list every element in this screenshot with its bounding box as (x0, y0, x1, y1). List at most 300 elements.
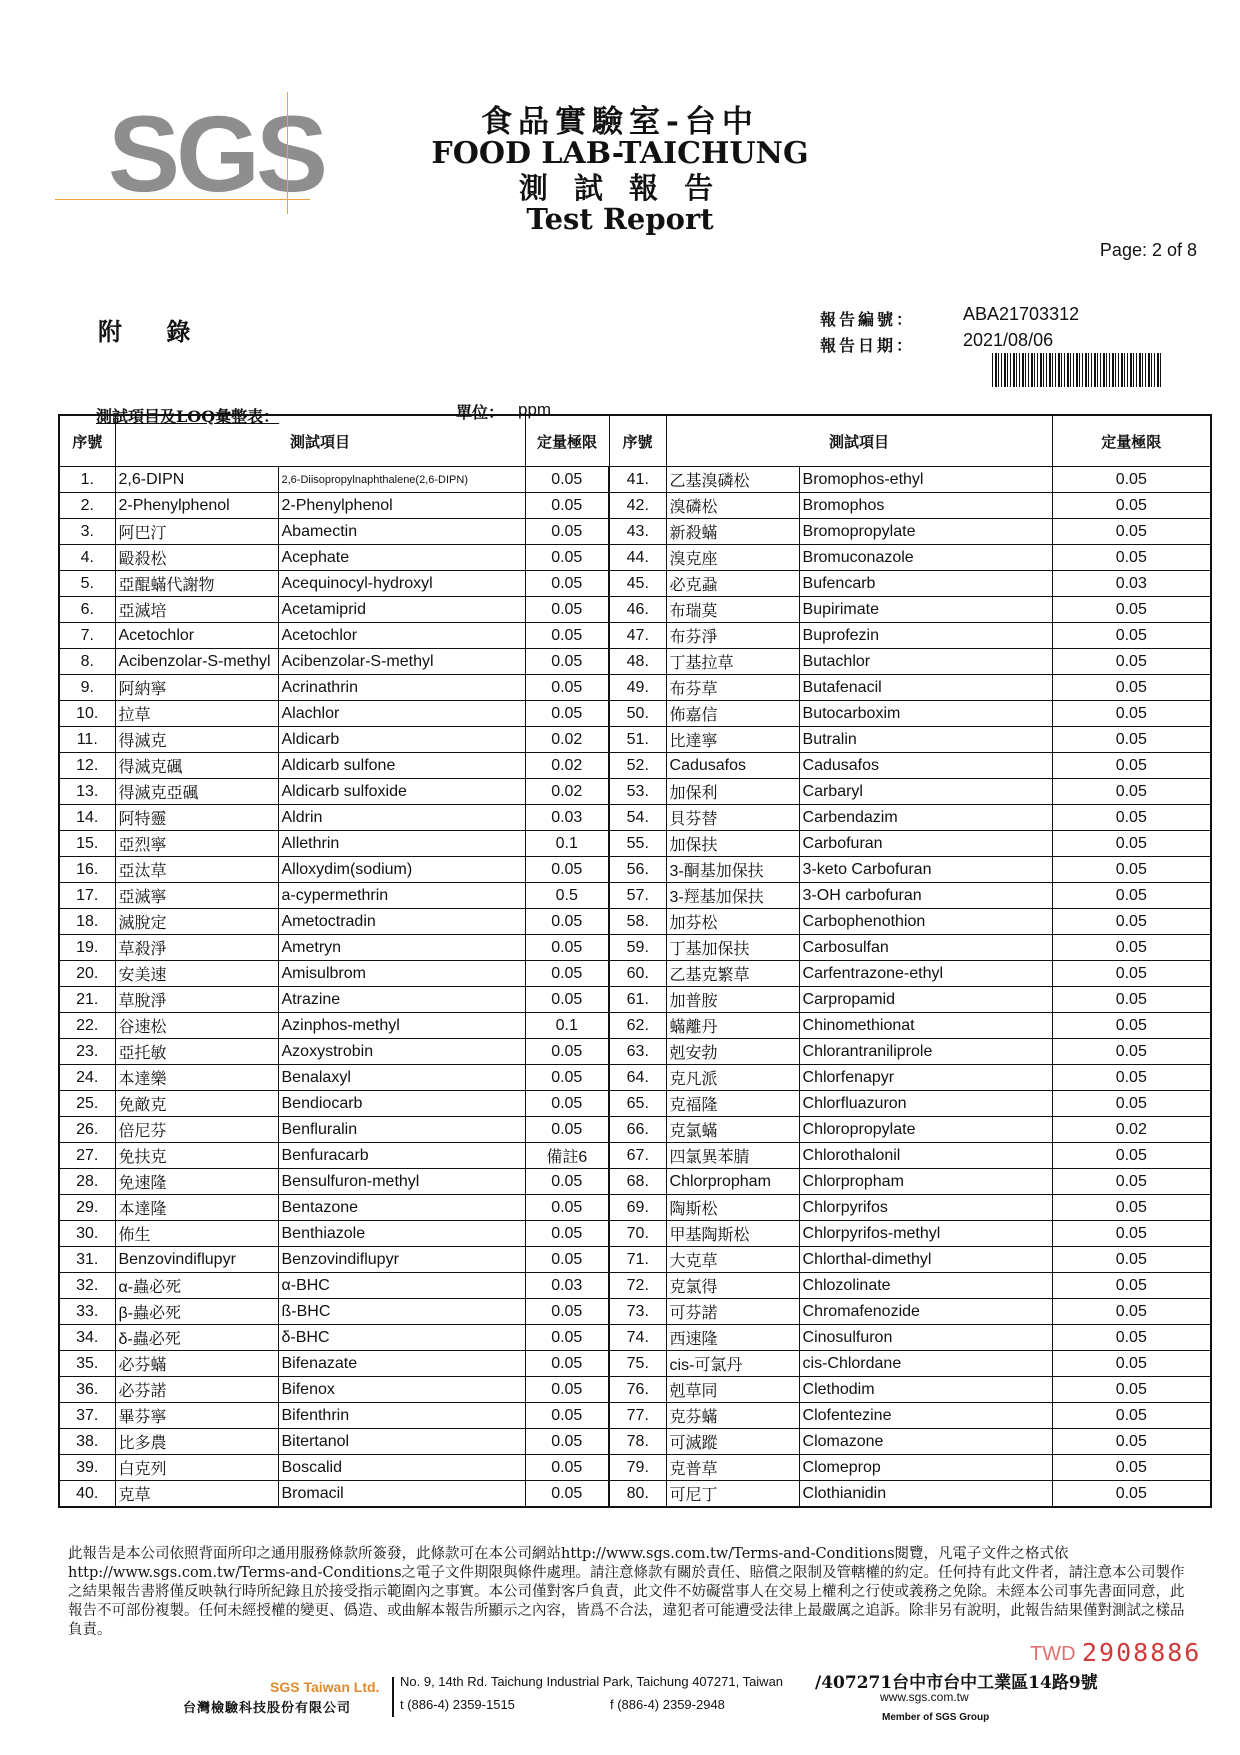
item-name-zh: 加芬松 (666, 909, 799, 935)
row-number: 58. (609, 909, 666, 935)
loq-value: 0.05 (525, 1351, 609, 1377)
page-number: Page: 2 of 8 (1099, 240, 1197, 260)
row-number: 36. (59, 1377, 115, 1403)
item-name-zh: 亞滅培 (115, 597, 278, 623)
loq-value: 0.05 (1052, 467, 1211, 493)
item-name-en: Bromopropylate (799, 519, 1052, 545)
item-name-en: Abamectin (278, 519, 525, 545)
item-name-en: a-cypermethrin (278, 883, 525, 909)
item-name-zh: 克普草 (666, 1455, 799, 1481)
row-number: 63. (609, 1039, 666, 1065)
item-name-en: Carpropamid (799, 987, 1052, 1013)
item-name-en: Benalaxyl (278, 1065, 525, 1091)
item-name-zh: Cadusafos (666, 753, 799, 779)
item-name-zh: 加普胺 (666, 987, 799, 1013)
item-name-en: Allethrin (278, 831, 525, 857)
item-name-zh: 草殺淨 (115, 935, 278, 961)
item-name-en: Aldicarb sulfoxide (278, 779, 525, 805)
item-name-en: Aldicarb (278, 727, 525, 753)
row-number: 73. (609, 1299, 666, 1325)
item-name-zh: 陶斯松 (666, 1195, 799, 1221)
item-name-zh: 得滅克碸 (115, 753, 278, 779)
loq-value: 0.05 (1052, 1273, 1211, 1299)
row-number: 29. (59, 1195, 115, 1221)
loq-value: 0.05 (1052, 597, 1211, 623)
item-name-en: Carfentrazone-ethyl (799, 961, 1052, 987)
item-name-zh: 亞烈寧 (115, 831, 278, 857)
item-name-en: Boscalid (278, 1455, 525, 1481)
loq-value: 0.05 (1052, 883, 1211, 909)
row-number: 43. (609, 519, 666, 545)
item-name-zh: 畢芬寧 (115, 1403, 278, 1429)
item-name-zh: 草脫淨 (115, 987, 278, 1013)
table-row (59, 1065, 1211, 1091)
loq-value: 0.05 (1052, 623, 1211, 649)
table-row (59, 1143, 1211, 1169)
item-name-zh: 2,6-DIPN (115, 467, 278, 493)
loq-value: 0.05 (1052, 1065, 1211, 1091)
table-row (59, 467, 1211, 493)
item-name-zh: 乙基克繁草 (666, 961, 799, 987)
table-row (59, 1247, 1211, 1273)
row-number: 77. (609, 1403, 666, 1429)
report-date: 2021/08/06 (963, 330, 1054, 350)
report-number: ABA21703312 (963, 304, 1080, 324)
report-number-label: 報告編號： (820, 310, 916, 329)
row-number: 33. (59, 1299, 115, 1325)
row-number: 79. (609, 1455, 666, 1481)
item-name-en: Carbophenothion (799, 909, 1052, 935)
item-name-en: Acrinathrin (278, 675, 525, 701)
item-name-zh: 可尼丁 (666, 1481, 799, 1508)
row-number: 64. (609, 1065, 666, 1091)
loq-value: 0.05 (525, 1091, 609, 1117)
table-row (59, 701, 1211, 727)
loq-value: 0.05 (525, 675, 609, 701)
item-name-zh: δ-蟲必死 (115, 1325, 278, 1351)
loq-value: 0.05 (1052, 727, 1211, 753)
item-name-en: Acetochlor (278, 623, 525, 649)
table-row (59, 1195, 1211, 1221)
item-name-en: Acequinocyl-hydroxyl (278, 571, 525, 597)
row-number: 11. (59, 727, 115, 753)
item-name-zh: 佈嘉信 (666, 701, 799, 727)
report-title-zh: 測 試 報 告 (518, 171, 722, 205)
item-name-zh: 2-Phenylphenol (115, 493, 278, 519)
row-number: 23. (59, 1039, 115, 1065)
item-name-zh: 克草 (115, 1481, 278, 1508)
report-title-en: Test Report (526, 202, 714, 236)
table-row (59, 545, 1211, 571)
row-number: 2. (59, 493, 115, 519)
item-name-zh: 蟎離丹 (666, 1013, 799, 1039)
row-number: 7. (59, 623, 115, 649)
item-name-zh: 新殺蟎 (666, 519, 799, 545)
row-number: 39. (59, 1455, 115, 1481)
row-number: 24. (59, 1065, 115, 1091)
website: www.sgs.com.tw (880, 1690, 969, 1704)
loq-value: 0.05 (525, 1195, 609, 1221)
lab-title-zh: 食品實驗室-台中 (481, 104, 759, 140)
loq-value: 0.05 (525, 571, 609, 597)
item-name-zh: 剋安勃 (666, 1039, 799, 1065)
item-name-zh: 免敵克 (115, 1091, 278, 1117)
loq-value: 0.05 (525, 649, 609, 675)
item-name-en: Chlorpyrifos (799, 1195, 1052, 1221)
loq-value: 0.05 (1052, 909, 1211, 935)
loq-value: 0.05 (1052, 857, 1211, 883)
loq-value: 0.05 (1052, 1455, 1211, 1481)
item-name-zh: 倍尼芬 (115, 1117, 278, 1143)
telephone: t (886-4) 2359-1515 (400, 1697, 515, 1712)
row-number: 59. (609, 935, 666, 961)
item-name-en: Chlorthal-dimethyl (799, 1247, 1052, 1273)
item-name-zh: 毆殺松 (115, 545, 278, 571)
address-zh: /407271台中市台中工業區14路9號 (815, 1673, 1098, 1693)
loq-value: 0.05 (1052, 1195, 1211, 1221)
item-name-en: Butocarboxim (799, 701, 1052, 727)
row-number: 8. (59, 649, 115, 675)
item-name-en: Chlozolinate (799, 1273, 1052, 1299)
row-number: 56. (609, 857, 666, 883)
loq-value: 0.05 (525, 519, 609, 545)
loq-value: 0.05 (525, 1117, 609, 1143)
row-number: 37. (59, 1403, 115, 1429)
row-number: 44. (609, 545, 666, 571)
loq-value: 0.05 (1052, 753, 1211, 779)
item-name-en: Bensulfuron-methyl (278, 1169, 525, 1195)
item-name-en: Carbosulfan (799, 935, 1052, 961)
item-name-zh: 拉草 (115, 701, 278, 727)
loq-value: 0.05 (525, 935, 609, 961)
table-row (59, 1273, 1211, 1299)
table-row (59, 909, 1211, 935)
item-name-zh: 得滅克 (115, 727, 278, 753)
loq-value: 0.05 (525, 623, 609, 649)
row-number: 72. (609, 1273, 666, 1299)
loq-value: 0.05 (1052, 961, 1211, 987)
address-en: No. 9, 14th Rd. Taichung Industrial Park, Taichung 407271, Taiwan (400, 1674, 784, 1689)
item-name-zh: 四氯異苯腈 (666, 1143, 799, 1169)
table-row (59, 1299, 1211, 1325)
item-name-en: Cadusafos (799, 753, 1052, 779)
item-name-en: Clofentezine (799, 1403, 1052, 1429)
row-number: 61. (609, 987, 666, 1013)
item-name-zh: 安美速 (115, 961, 278, 987)
serial-number: 2908886 (1082, 1638, 1202, 1667)
col-no: 序號 (609, 415, 666, 467)
row-number: 57. (609, 883, 666, 909)
table-row (59, 493, 1211, 519)
item-name-en: Chlorfenapyr (799, 1065, 1052, 1091)
lab-title-en: FOOD LAB-TAICHUNG (431, 136, 809, 171)
item-name-zh: 布芬草 (666, 675, 799, 701)
item-name-zh: 加保利 (666, 779, 799, 805)
col-loq: 定量極限 (1052, 415, 1211, 467)
table-row (59, 961, 1211, 987)
item-name-zh: 溴磷松 (666, 493, 799, 519)
row-number: 69. (609, 1195, 666, 1221)
item-name-en: Butafenacil (799, 675, 1052, 701)
row-number: 5. (59, 571, 115, 597)
item-name-en: Carbaryl (799, 779, 1052, 805)
table-row (59, 727, 1211, 753)
item-name-en: Bufencarb (799, 571, 1052, 597)
item-name-en: Bromuconazole (799, 545, 1052, 571)
loq-value: 0.05 (1052, 1221, 1211, 1247)
item-name-zh: 乙基溴磷松 (666, 467, 799, 493)
item-name-zh: 克氯蟎 (666, 1117, 799, 1143)
item-name-zh: 免扶克 (115, 1143, 278, 1169)
loq-value: 0.05 (1052, 1325, 1211, 1351)
row-number: 6. (59, 597, 115, 623)
row-number: 21. (59, 987, 115, 1013)
loq-value: 0.05 (525, 597, 609, 623)
loq-value: 0.02 (525, 727, 609, 753)
item-name-zh: 免速隆 (115, 1169, 278, 1195)
item-name-en: Azinphos-methyl (278, 1013, 525, 1039)
loq-value: 0.05 (1052, 1481, 1211, 1508)
item-name-zh: Chlorpropham (666, 1169, 799, 1195)
item-name-zh: 可芬諾 (666, 1299, 799, 1325)
row-number: 34. (59, 1325, 115, 1351)
loq-value: 0.05 (1052, 1169, 1211, 1195)
loq-value: 0.05 (1052, 545, 1211, 571)
item-name-zh: Benzovindiflupyr (115, 1247, 278, 1273)
table-row (59, 1013, 1211, 1039)
loq-value: 0.05 (1052, 649, 1211, 675)
item-name-zh: 布芬淨 (666, 623, 799, 649)
item-name-en: Bupirimate (799, 597, 1052, 623)
loq-value: 0.05 (1052, 805, 1211, 831)
table-title: 測試項目及LOQ彙整表： (96, 407, 280, 426)
item-name-zh: 比達寧 (666, 727, 799, 753)
loq-value: 0.02 (1052, 1117, 1211, 1143)
item-name-en: Aldicarb sulfone (278, 753, 525, 779)
row-number: 67. (609, 1143, 666, 1169)
row-number: 32. (59, 1273, 115, 1299)
table-row (59, 675, 1211, 701)
item-name-en: ß-BHC (278, 1299, 525, 1325)
unit-value: ppm (518, 400, 552, 419)
item-name-en: Clothianidin (799, 1481, 1052, 1508)
table-row (59, 987, 1211, 1013)
row-number: 22. (59, 1013, 115, 1039)
loq-value: 0.05 (1052, 1039, 1211, 1065)
table-row (59, 571, 1211, 597)
loq-value: 0.05 (1052, 779, 1211, 805)
item-name-en: Ametoctradin (278, 909, 525, 935)
item-name-en: Benzovindiflupyr (278, 1247, 525, 1273)
table-row (59, 1481, 1211, 1508)
item-name-zh: 必克蝨 (666, 571, 799, 597)
item-name-en: 2,6-Diisopropylnaphthalene(2,6-DIPN) (278, 467, 525, 493)
item-name-en: Chlorfluazuron (799, 1091, 1052, 1117)
loq-value: 0.05 (1052, 1299, 1211, 1325)
col-no: 序號 (59, 415, 115, 467)
col-item: 測試項目 (115, 415, 525, 467)
item-name-en: Atrazine (278, 987, 525, 1013)
item-name-en: Bifenazate (278, 1351, 525, 1377)
item-name-en: Aldrin (278, 805, 525, 831)
loq-value: 0.05 (1052, 831, 1211, 857)
table-row (59, 753, 1211, 779)
table-row (59, 831, 1211, 857)
item-name-zh: cis-可氯丹 (666, 1351, 799, 1377)
loq-value: 0.05 (1052, 1351, 1211, 1377)
item-name-zh: 甲基陶斯松 (666, 1221, 799, 1247)
item-name-zh: 得滅克亞碸 (115, 779, 278, 805)
loq-value: 0.03 (1052, 571, 1211, 597)
item-name-en: Bifenthrin (278, 1403, 525, 1429)
item-name-en: Chinomethionat (799, 1013, 1052, 1039)
item-name-zh: 布瑞莫 (666, 597, 799, 623)
loq-value: 0.05 (525, 1221, 609, 1247)
item-name-en: Acetamiprid (278, 597, 525, 623)
row-number: 78. (609, 1429, 666, 1455)
table-row (59, 1039, 1211, 1065)
loq-value: 0.05 (1052, 987, 1211, 1013)
row-number: 42. (609, 493, 666, 519)
item-name-zh: 亞汰草 (115, 857, 278, 883)
loq-value: 0.05 (1052, 493, 1211, 519)
item-name-en: 3-OH carbofuran (799, 883, 1052, 909)
loq-value: 0.05 (1052, 1091, 1211, 1117)
row-number: 9. (59, 675, 115, 701)
item-name-zh: 亞醌蟎代謝物 (115, 571, 278, 597)
item-name-zh: 亞滅寧 (115, 883, 278, 909)
item-name-en: Chlorothalonil (799, 1143, 1052, 1169)
item-name-en: Buprofezin (799, 623, 1052, 649)
item-name-en: Carbofuran (799, 831, 1052, 857)
loq-value: 0.05 (525, 961, 609, 987)
item-name-en: Amisulbrom (278, 961, 525, 987)
item-name-en: δ-BHC (278, 1325, 525, 1351)
row-number: 62. (609, 1013, 666, 1039)
table-row (59, 857, 1211, 883)
item-name-zh: 本達樂 (115, 1065, 278, 1091)
item-name-zh: 剋草同 (666, 1377, 799, 1403)
row-number: 19. (59, 935, 115, 961)
table-header-row (59, 415, 1211, 467)
item-name-zh: 本達隆 (115, 1195, 278, 1221)
loq-value: 0.1 (525, 831, 609, 857)
loq-value: 0.05 (1052, 675, 1211, 701)
table-row (59, 1169, 1211, 1195)
row-number: 16. (59, 857, 115, 883)
loq-value: 0.05 (525, 1429, 609, 1455)
item-name-zh: 佈生 (115, 1221, 278, 1247)
row-number: 75. (609, 1351, 666, 1377)
table-row (59, 1221, 1211, 1247)
loq-value: 0.05 (525, 909, 609, 935)
loq-value: 0.05 (1052, 1247, 1211, 1273)
row-number: 55. (609, 831, 666, 857)
item-name-en: Azoxystrobin (278, 1039, 525, 1065)
row-number: 54. (609, 805, 666, 831)
row-number: 41. (609, 467, 666, 493)
row-number: 71. (609, 1247, 666, 1273)
row-number: 35. (59, 1351, 115, 1377)
item-name-en: 3-keto Carbofuran (799, 857, 1052, 883)
row-number: 1. (59, 467, 115, 493)
row-number: 46. (609, 597, 666, 623)
item-name-zh: 阿巴汀 (115, 519, 278, 545)
table-row (59, 597, 1211, 623)
item-name-en: Chlorantraniliprole (799, 1039, 1052, 1065)
item-name-en: Chromafenozide (799, 1299, 1052, 1325)
row-number: 25. (59, 1091, 115, 1117)
loq-value: 0.05 (525, 1299, 609, 1325)
row-number: 68. (609, 1169, 666, 1195)
item-name-en: Clomazone (799, 1429, 1052, 1455)
item-name-zh: 谷速松 (115, 1013, 278, 1039)
fax: f (886-4) 2359-2948 (610, 1697, 725, 1712)
row-number: 17. (59, 883, 115, 909)
company-name-en: SGS Taiwan Ltd. (270, 1679, 380, 1695)
row-number: 50. (609, 701, 666, 727)
table-row (59, 623, 1211, 649)
loq-value: 0.05 (525, 1481, 609, 1508)
item-name-zh: 溴克座 (666, 545, 799, 571)
loq-table (58, 414, 1210, 1504)
row-number: 20. (59, 961, 115, 987)
item-name-en: Bentazone (278, 1195, 525, 1221)
item-name-zh: 丁基加保扶 (666, 935, 799, 961)
loq-value: 0.05 (525, 1065, 609, 1091)
item-name-zh: 丁基拉草 (666, 649, 799, 675)
loq-value: 0.5 (525, 883, 609, 909)
item-name-zh: 亞托敏 (115, 1039, 278, 1065)
item-name-zh: 必芬諾 (115, 1377, 278, 1403)
loq-value: 0.05 (1052, 1403, 1211, 1429)
row-number: 31. (59, 1247, 115, 1273)
table-row (59, 1325, 1211, 1351)
loq-value: 0.02 (525, 753, 609, 779)
loq-value: 0.05 (1052, 1377, 1211, 1403)
row-number: 48. (609, 649, 666, 675)
item-name-zh: Acibenzolar-S-methyl (115, 649, 278, 675)
twd-label: TWD (1030, 1643, 1076, 1665)
item-name-en: Benthiazole (278, 1221, 525, 1247)
loq-value: 0.05 (525, 467, 609, 493)
item-name-en: α-BHC (278, 1273, 525, 1299)
item-name-zh: 比多農 (115, 1429, 278, 1455)
loq-value: 0.03 (525, 1273, 609, 1299)
item-name-zh: 阿特靈 (115, 805, 278, 831)
row-number: 80. (609, 1481, 666, 1508)
item-name-en: Butachlor (799, 649, 1052, 675)
row-number: 47. (609, 623, 666, 649)
row-number: 26. (59, 1117, 115, 1143)
loq-value: 0.05 (525, 1455, 609, 1481)
report-date-label: 報告日期： (820, 336, 916, 355)
table-row (59, 1091, 1211, 1117)
item-name-en: Acibenzolar-S-methyl (278, 649, 525, 675)
row-number: 66. (609, 1117, 666, 1143)
table-row (59, 883, 1211, 909)
item-name-zh: 大克草 (666, 1247, 799, 1273)
row-number: 52. (609, 753, 666, 779)
item-name-en: Bromophos (799, 493, 1052, 519)
loq-value: 0.05 (525, 1325, 609, 1351)
item-name-zh: β-蟲必死 (115, 1299, 278, 1325)
loq-value: 0.05 (525, 701, 609, 727)
item-name-en: Chlorpyrifos-methyl (799, 1221, 1052, 1247)
item-name-en: 2-Phenylphenol (278, 493, 525, 519)
item-name-en: Clomeprop (799, 1455, 1052, 1481)
loq-value: 0.05 (1052, 935, 1211, 961)
